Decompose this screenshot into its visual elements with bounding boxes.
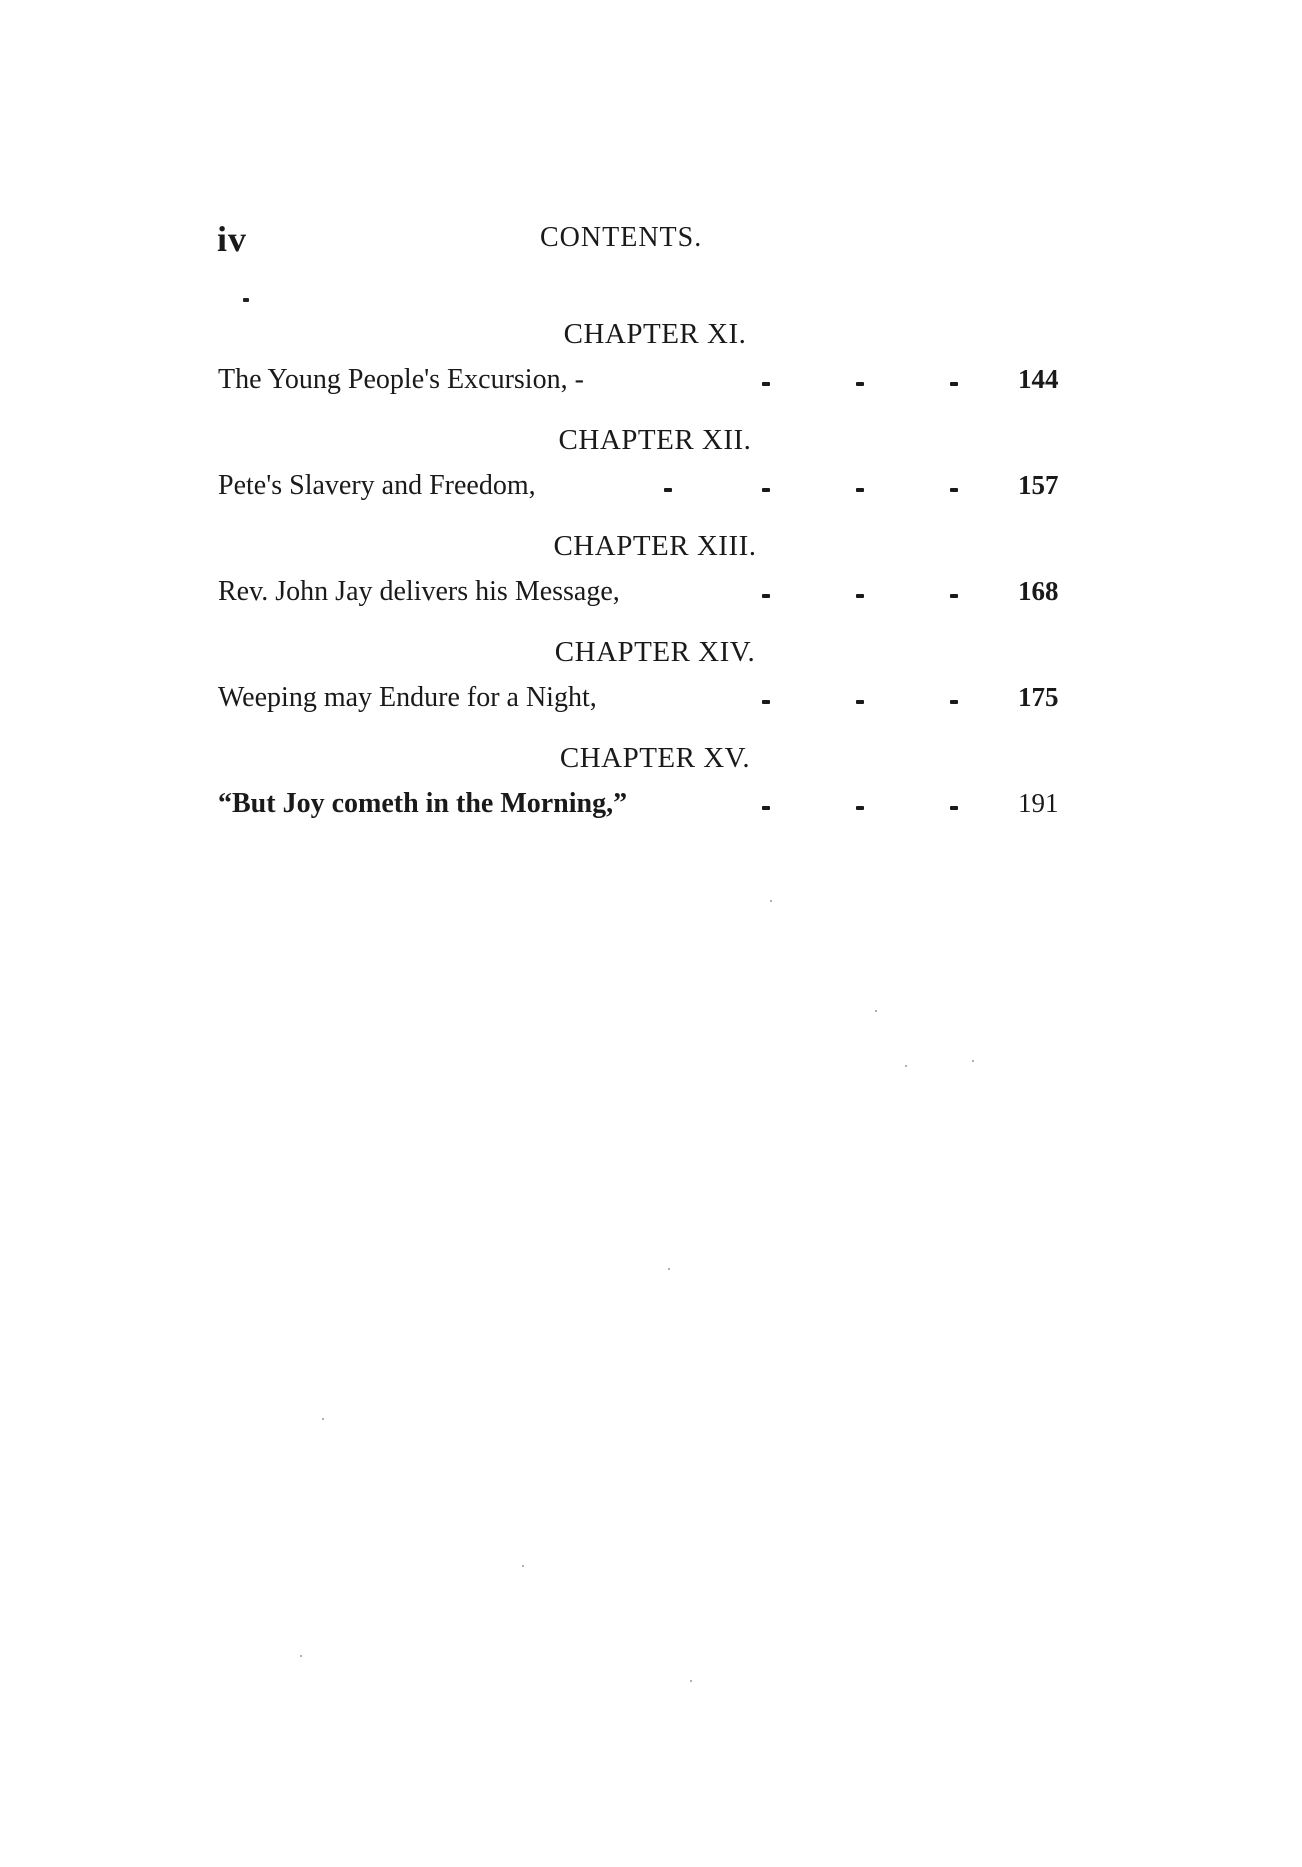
chapter-title: Pete's Slavery and Freedom, (218, 470, 536, 501)
toc-row (0, 364, 1302, 404)
chapter-heading: CHAPTER XII. (558, 424, 752, 456)
page-number: iv (217, 219, 248, 259)
leader-dash (856, 594, 864, 598)
page-reference: 168 (1018, 576, 1059, 606)
leader-dash (856, 488, 864, 492)
paper-speck (972, 1060, 974, 1062)
chapter-title: The Young People's Excursion, - (218, 364, 584, 395)
toc-row (0, 470, 1302, 510)
chapter-title: Weeping may Endure for a Night, (218, 682, 597, 713)
leader-dash (856, 700, 864, 704)
leader-dash (762, 594, 770, 598)
leader-dash (950, 806, 958, 810)
leader-dash (762, 488, 770, 492)
toc-row (0, 788, 1302, 828)
paper-speck (905, 1065, 907, 1067)
toc-row (0, 682, 1302, 722)
leader-dash (856, 806, 864, 810)
paper-speck (322, 1418, 324, 1420)
paper-speck (690, 1680, 692, 1682)
chapter-heading: CHAPTER XIII. (553, 530, 757, 562)
toc-row (0, 576, 1302, 616)
leader-dash (950, 700, 958, 704)
paper-speck (770, 900, 772, 902)
leader-dash (762, 382, 770, 386)
page-reference: 157 (1018, 470, 1059, 500)
leader-dash (762, 700, 770, 704)
chapter-heading: CHAPTER XIV. (554, 636, 756, 668)
leader-dash (950, 594, 958, 598)
stray-ink-mark (243, 298, 249, 302)
paper-speck (875, 1010, 877, 1012)
chapter-heading: CHAPTER XI. (563, 318, 747, 350)
paper-speck (522, 1565, 524, 1567)
running-title: CONTENTS. (540, 222, 703, 253)
leader-dash (856, 382, 864, 386)
leader-dash (664, 488, 672, 492)
chapter-title: “But Joy cometh in the Morning,” (218, 788, 628, 819)
chapter-heading: CHAPTER XV. (559, 742, 751, 774)
leader-dash (950, 382, 958, 386)
page-reference: 175 (1018, 682, 1059, 712)
page-reference: 144 (1018, 364, 1059, 394)
paper-speck (668, 1268, 670, 1270)
chapter-title: Rev. John Jay delivers his Message, (218, 576, 620, 607)
page-reference: 191 (1018, 788, 1059, 818)
leader-dash (950, 488, 958, 492)
leader-dash (762, 806, 770, 810)
paper-speck (300, 1655, 302, 1657)
